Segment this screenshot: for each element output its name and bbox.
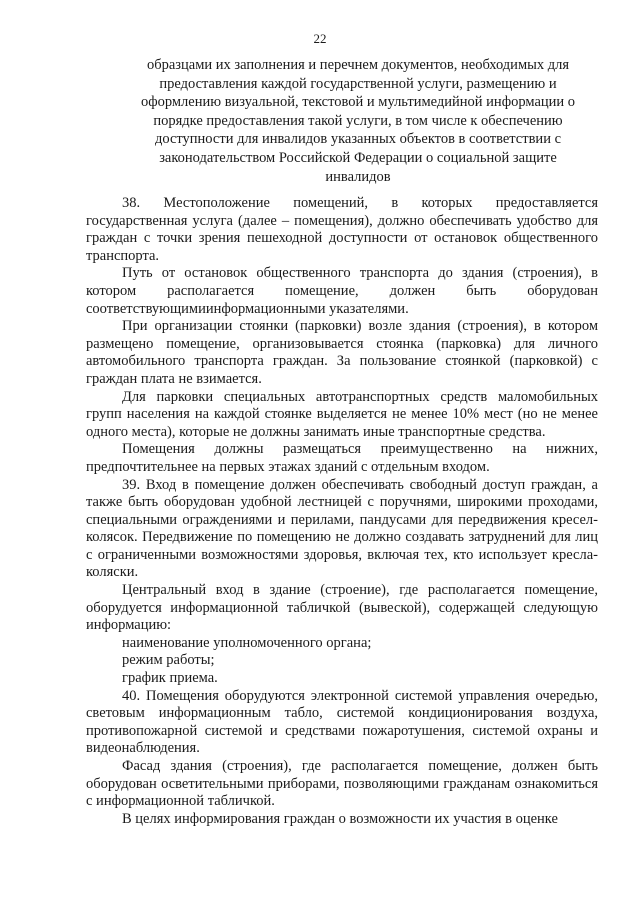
- list-item: режим работы;: [122, 652, 215, 669]
- paragraph-parking: При организации стоянки (парковки) возле здания (строения), в котором размещено помещение, организовывается стоянка (парковка) для личного автомобильного транспорта граждан. За пользование стоянкой (парковкой) с граждан плата не взимается.: [86, 318, 598, 387]
- paragraph-informing: В целях информирования граждан о возможности их участия в оценке: [122, 810, 558, 827]
- list-item: наименование уполномоченного органа;: [122, 634, 372, 651]
- paragraph-floor-placement: Помещения должны размещаться преимущественно на нижних, предпочтительнее на первых этажах зданий с отдельным входом.: [86, 441, 598, 475]
- paragraph-40: 40. Помещения оборудуются электронной системой управления очередью, световым информационным табло, системой кондиционирования воздуха, противопожарной системой и средствами пожаротушения, системой охраны и видеонаблюдения.: [86, 687, 598, 757]
- document-body: [86, 195, 598, 828]
- section-heading: образцами их заполнения и перечнем документов, необходимых для предоставления каждой государственной услуги, размещению и оформлению визуальной, текстовой и мультимедийной информации о порядке предоставления такой услуги, в том числе к обеспечению доступности для инвалидов указанных объектов в соответствии с законодательством Российской Федерации о социальной защите инвалидов: [140, 57, 576, 185]
- paragraph-special-parking: Для парковки специальных автотранспортных средств маломобильных групп населения на каждой стоянке выделяется не менее 10% мест (но не менее одного места), которые не должны занимать иные транспортные средства.: [86, 388, 598, 440]
- list-item: график приема.: [122, 670, 218, 687]
- paragraph-39: 39. Вход в помещение должен обеспечивать свободный доступ граждан, а также быть оборудован удобной лестницей с поручнями, широкими проходами, специальными ограждениями и перилами, пандусами для передвижения кресел- колясок. Передвижение по помещению не должно создавать затруднений для лиц с ограниченными возможностями здоровья, включая тех, кто использует кресла-коляски.: [86, 476, 598, 581]
- page-number: 22: [313, 31, 327, 46]
- paragraph-facade: Фасад здания (строения), где располагается помещение, должен быть оборудован осветительными приборами, позволяющими гражданам ознакомиться с информационной табличкой.: [86, 758, 598, 810]
- paragraph-central-entrance: Центральный вход в здание (строение), где располагается помещение, оборудуется информационной табличкой (вывеской), содержащей следующую информацию:: [86, 582, 598, 634]
- paragraph-38: 38. Местоположение помещений, в которых предоставляется государственная услуга (далее – помещения), должно обеспечивать удобство для граждан с точки зрения пешеходной доступности от остановок общественного транспорта.: [86, 195, 598, 264]
- paragraph-path-from-stops: Путь от остановок общественного транспорта до здания (строения), в котором располагается помещение, должен быть оборудован соответствующимиинформационными указателями.: [86, 265, 598, 317]
